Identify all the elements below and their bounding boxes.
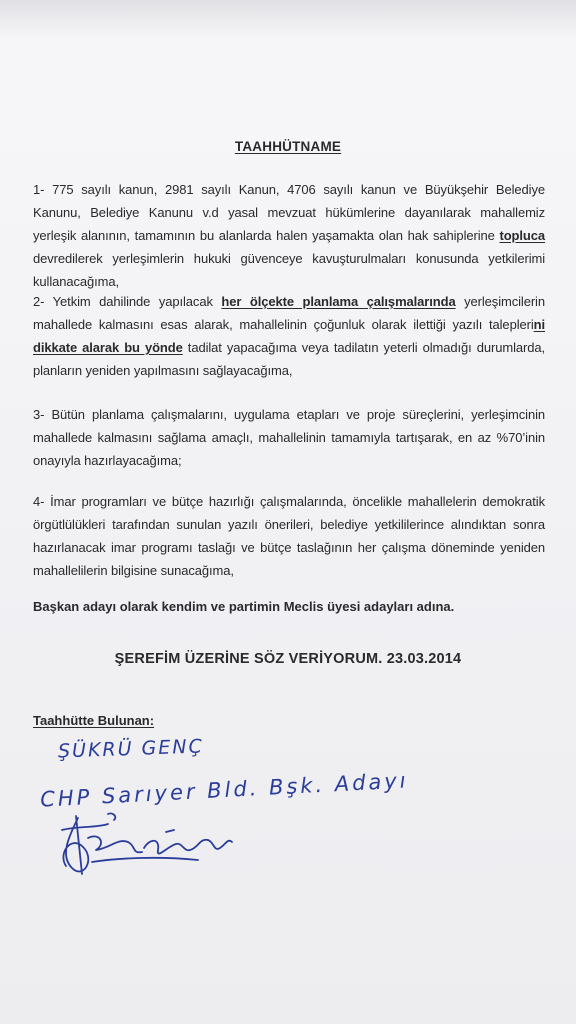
signature-scribble — [48, 808, 238, 888]
text-line — [33, 224, 545, 247]
emphasis-text: topluca — [499, 228, 545, 243]
text-line: mahallelilerin bilgisine sunacağıma, — [33, 563, 234, 578]
paragraph-1 — [33, 178, 545, 293]
signer-label: Taahhütte Bulunan: — [33, 713, 155, 728]
text-line: hazırlanacak imar programı taslağı ve bütçe taslağının her çalışma döneminde yeniden — [33, 540, 545, 555]
paragraph-4 — [33, 490, 545, 582]
text-line: onayıyla hazırlayacağıma; — [33, 453, 182, 468]
text-line: Kanunu, Belediye Kanunu v.d yasal mevzuat hükümlerine dayanılarak mahallemiz — [33, 205, 545, 220]
text-line: kullanacağıma, — [33, 274, 120, 289]
text-line: 4- İmar programları ve bütçe hazırlığı çalışmalarında, öncelikle mahallelerin demokratik — [33, 494, 545, 509]
text-line — [33, 336, 545, 359]
emphasis-text: dikkate alarak bu yönde — [33, 340, 183, 355]
emphasis-text: ni — [533, 317, 545, 332]
text-line: 3- Bütün planlama çalışmalarını, uygulama etapları ve proje süreçlerini, yerleşimcinin — [33, 407, 545, 422]
text-segment: tadilat yapacağıma veya tadilatın yeterli olmadığı durumlarda, — [182, 340, 545, 355]
closing-statement: Başkan adayı olarak kendim ve partimin Meclis üyesi adayları adına. — [33, 599, 455, 614]
text-segment: yerleşik alanının, tamamının bu alanlarda halen yaşamakta olan hak sahiplerine — [33, 228, 500, 243]
paragraph-2 — [33, 290, 545, 382]
emphasis-text: her ölçekte planlama çalışmalarında — [221, 294, 456, 309]
text-segment: yerleşimcilerin — [455, 294, 545, 309]
paragraph-3 — [33, 403, 545, 472]
oath-line: ŞEREFİM ÜZERİNE SÖZ VERİYORUM. 23.03.2014 — [114, 651, 462, 667]
text-line — [33, 290, 545, 313]
text-line: mahallede kalmasını sağlama amaçlı, mahallelinin tamamıyla tartışarak, en az %70’inin — [33, 430, 545, 445]
document-title: TAAHHÜTNAME — [234, 139, 342, 154]
paper-shadow — [0, 0, 576, 40]
text-line: devredilerek yerleşimlerin hukuki güvenceye kavuşturulmaları konusunda yetkilerimi — [33, 251, 545, 266]
text-segment: mahallede kalmasını esas alarak, mahallelinin çoğunluk olarak ilettiği yazılı talepleri — [33, 317, 534, 332]
text-line — [33, 313, 545, 336]
handwritten-title: CHP Sarıyer Bld. Bşk. Adayı — [39, 768, 410, 812]
text-segment: 2- Yetkim dahilinde yapılacak — [33, 294, 222, 309]
text-line: örgütlülükleri tarafından sunulan yazılı önerileri, belediye yetkililerince alındıktan sonra — [33, 517, 545, 532]
text-line: planların yeniden yapılmasını sağlayacağıma, — [33, 363, 293, 378]
text-line: 1- 775 sayılı kanun, 2981 sayılı Kanun, 4706 sayılı kanun ve Büyükşehir Belediye — [33, 182, 545, 197]
handwritten-name: ŞÜKRÜ GENÇ — [57, 735, 205, 763]
